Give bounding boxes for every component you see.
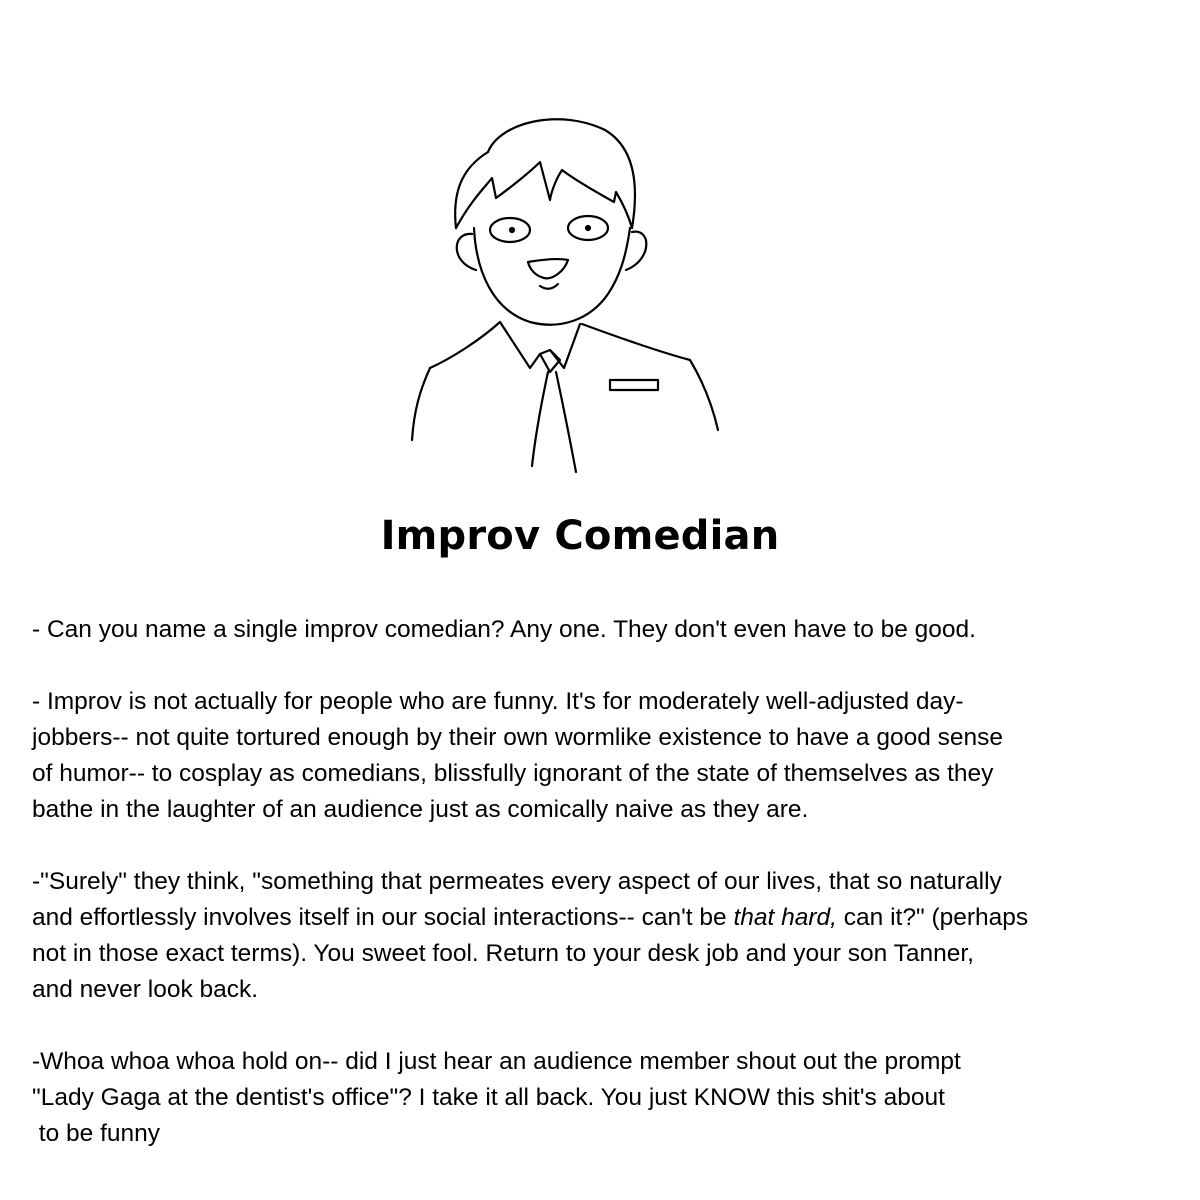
- text-line: not in those exact terms). You sweet fool. Return to your desk job and your son Tanner,: [32, 940, 974, 967]
- tie: [532, 372, 548, 466]
- text-segment: and effortlessly involves itself in our social interactions-- can't be: [32, 904, 734, 931]
- comedian-drawing: [400, 110, 730, 480]
- name-badge: [610, 380, 658, 390]
- text-line: and never look back.: [32, 976, 259, 1003]
- text-line: to be funny: [32, 1120, 161, 1147]
- collar-right: [550, 324, 580, 368]
- right-shoulder: [582, 324, 690, 360]
- text-line: jobbers-- not quite tortured enough by their own wormlike existence to have a good sense: [32, 724, 1004, 751]
- text-line: - Can you name a single improv comedian? Any one. They don't even have to be good.: [32, 616, 976, 643]
- text-line: -Whoa whoa whoa hold on-- did I just hear an audience member shout out the prompt: [32, 1048, 961, 1075]
- text-line: bathe in the laughter of an audience just as comically naive as they are.: [32, 796, 809, 823]
- text-line: -"Surely" they think, "something that permeates every aspect of our lives, that so naturally: [32, 868, 1002, 895]
- page-title: Improv Comedian: [380, 513, 780, 559]
- paragraph-2: [32, 684, 1172, 828]
- text-segment: can it?" (perhaps: [836, 904, 1029, 931]
- left-ear: [457, 234, 476, 270]
- collar-left: [500, 322, 540, 368]
- left-shoulder: [430, 322, 500, 368]
- emphasis-text: that hard,: [733, 904, 837, 931]
- paragraph-3: [32, 864, 1172, 1008]
- body-text: [32, 612, 1172, 1152]
- text-line-with-emphasis: [32, 900, 1172, 936]
- paragraph-4: [32, 1044, 1172, 1152]
- mouth: [528, 259, 568, 278]
- text-line: - Improv is not actually for people who are funny. It's for moderately well-adjusted day-: [32, 688, 964, 715]
- text-line: of humor-- to cosplay as comedians, blissfully ignorant of the state of themselves as they: [32, 760, 994, 787]
- hair-outline: [488, 119, 635, 228]
- paragraph-1: [32, 612, 1172, 648]
- text-line: "Lady Gaga at the dentist's office"? I take it all back. You just KNOW this shit's about: [32, 1084, 945, 1111]
